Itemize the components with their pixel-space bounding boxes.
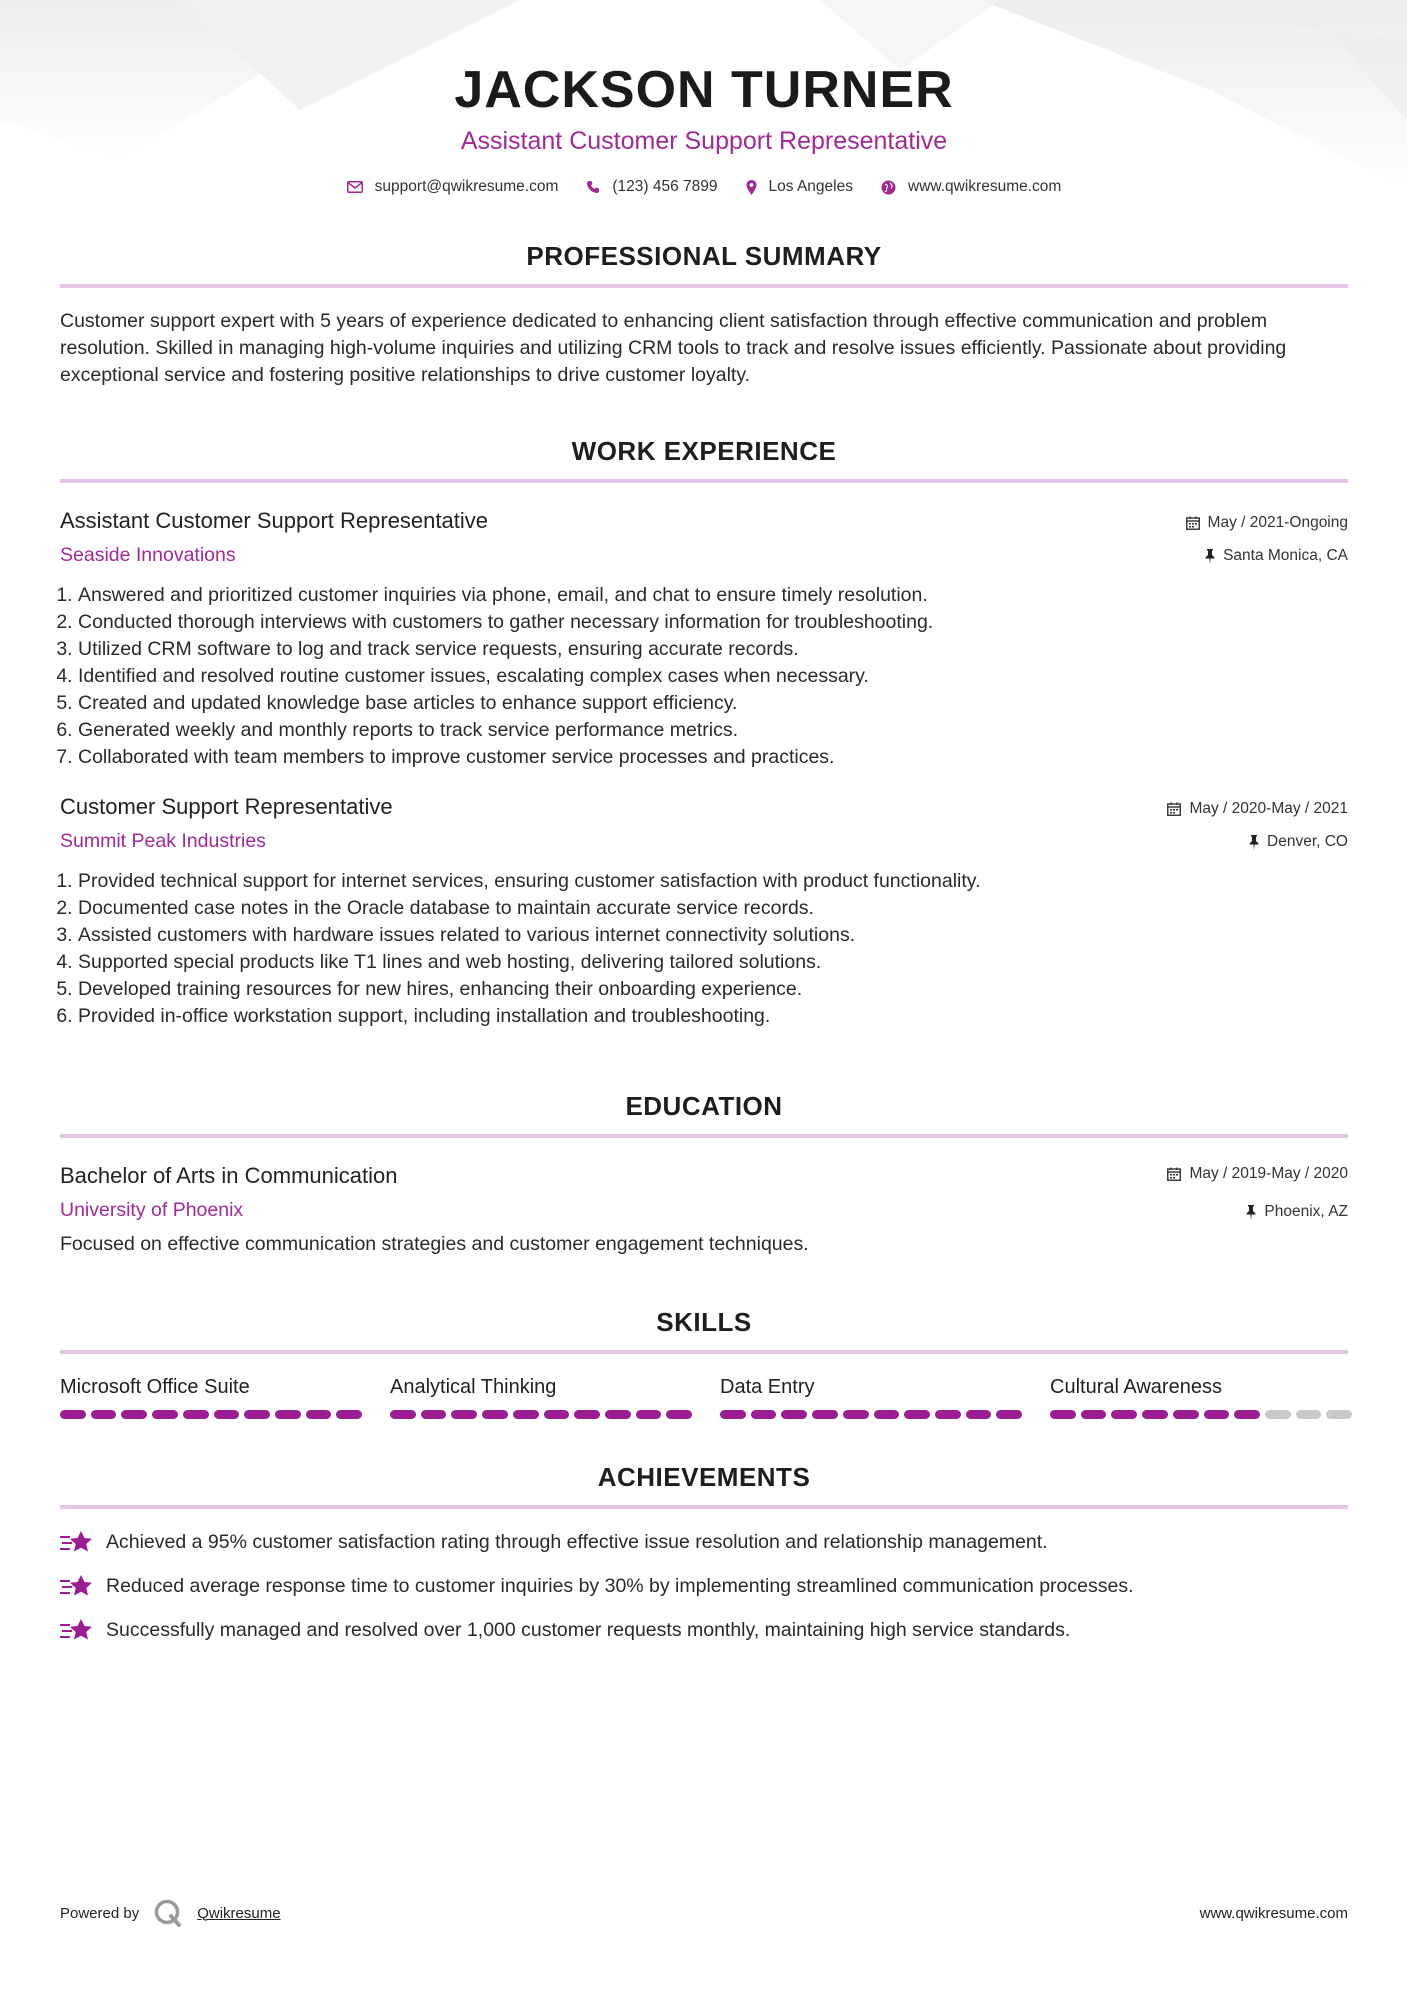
skill-level-filled xyxy=(874,1410,900,1419)
skill-item xyxy=(1050,1374,1352,1419)
job-dates-text: May / 2021-Ongoing xyxy=(1207,514,1348,531)
skill-level-filled xyxy=(91,1410,117,1419)
skill-level-filled xyxy=(666,1410,692,1419)
section-education xyxy=(60,1090,1348,1258)
skill-level-filled xyxy=(152,1410,178,1419)
section-divider xyxy=(60,1350,1348,1354)
shooting-star-icon xyxy=(60,1529,94,1555)
skill-level-filled xyxy=(482,1410,508,1419)
candidate-role: Assistant Customer Support Representative xyxy=(460,127,948,155)
skill-level-filled xyxy=(60,1410,86,1419)
job-duties xyxy=(60,868,1348,1030)
brand-link[interactable]: Qwikresume xyxy=(197,1904,281,1922)
section-title-experience: WORK EXPERIENCE xyxy=(571,436,837,466)
skill-item xyxy=(60,1374,362,1419)
job-title: Assistant Customer Support Representative xyxy=(60,508,488,533)
skill-name: Cultural Awareness xyxy=(1050,1376,1222,1398)
job-entry xyxy=(60,793,1348,1030)
job-location-text: Denver, CO xyxy=(1267,833,1348,850)
job-location xyxy=(1167,832,1348,852)
shooting-star-icon xyxy=(60,1573,94,1599)
powered-by xyxy=(60,1898,281,1928)
skill-level-meter xyxy=(390,1410,692,1419)
job-company: Summit Peak Industries xyxy=(60,830,266,852)
skill-level-filled xyxy=(544,1410,570,1419)
job-title: Customer Support Representative xyxy=(60,794,393,819)
section-divider xyxy=(60,479,1348,483)
job-location-text: Santa Monica, CA xyxy=(1223,547,1348,564)
skill-level-meter xyxy=(1050,1410,1352,1419)
achievements-list xyxy=(60,1529,1348,1643)
list-item: 5. Developed training resources for new hires, enhancing their onboarding experience. xyxy=(78,976,1348,1003)
skill-level-filled xyxy=(1234,1410,1260,1419)
skill-level-filled xyxy=(966,1410,992,1419)
skill-level-filled xyxy=(781,1410,807,1419)
education-dates-text: May / 2019-May / 2020 xyxy=(1189,1165,1348,1182)
list-item: 6. Generated weekly and monthly reports to track service performance metrics. xyxy=(78,717,1348,744)
resume-page xyxy=(60,0,1348,1643)
list-item: 3. Utilized CRM software to log and track service requests, ensuring accurate records. xyxy=(78,636,1348,663)
powered-by-label: Powered by xyxy=(60,1904,140,1922)
list-item: 1. Answered and prioritized customer inquiries via phone, email, and chat to ensure timely resolution. xyxy=(78,582,1348,609)
skill-level-filled xyxy=(183,1410,209,1419)
skill-name: Analytical Thinking xyxy=(390,1376,557,1398)
skill-level-filled xyxy=(574,1410,600,1419)
globe-icon xyxy=(881,180,896,195)
skill-level-empty xyxy=(1265,1410,1291,1419)
degree-title: Bachelor of Arts in Communication xyxy=(60,1163,398,1188)
list-item: 6. Provided in-office workstation support, including installation and troubleshooting. xyxy=(78,1003,1348,1030)
job-company: Seaside Innovations xyxy=(60,544,236,566)
contact-email-text: support@qwikresume.com xyxy=(374,178,559,195)
skill-level-filled xyxy=(812,1410,838,1419)
list-item xyxy=(60,1573,1348,1599)
pushpin-icon xyxy=(1246,1205,1256,1220)
school-name: University of Phoenix xyxy=(60,1199,244,1221)
envelope-icon xyxy=(347,181,363,193)
contact-phone-text: (123) 456 7899 xyxy=(612,178,718,195)
skill-level-filled xyxy=(336,1410,362,1419)
skill-name: Microsoft Office Suite xyxy=(60,1376,250,1398)
skill-level-filled xyxy=(636,1410,662,1419)
list-item: 4. Identified and resolved routine customer issues, escalating complex cases when necessary. xyxy=(78,663,1348,690)
list-item: 2. Documented case notes in the Oracle database to maintain accurate service records. xyxy=(78,895,1348,922)
education-location xyxy=(1167,1202,1348,1222)
section-divider xyxy=(60,1134,1348,1138)
job-duties xyxy=(60,582,1348,771)
skill-level-filled xyxy=(935,1410,961,1419)
skill-level-filled xyxy=(1081,1410,1107,1419)
skill-name: Data Entry xyxy=(720,1376,815,1398)
list-item: 4. Supported special products like T1 lines and web hosting, delivering tailored solutions. xyxy=(78,949,1348,976)
section-title-summary: PROFESSIONAL SUMMARY xyxy=(526,241,882,271)
skill-item xyxy=(390,1374,692,1419)
footer-website[interactable]: www.qwikresume.com xyxy=(1199,1904,1348,1922)
achievement-text: Reduced average response time to customer inquiries by 30% by implementing streamlined communication processes. xyxy=(106,1575,1134,1597)
contact-location xyxy=(746,178,853,196)
list-item: 2. Conducted thorough interviews with customers to gather necessary information for troubleshooting. xyxy=(78,609,1348,636)
skill-level-filled xyxy=(1173,1410,1199,1419)
achievement-text: Achieved a 95% customer satisfaction rating through effective issue resolution and relationship management. xyxy=(106,1531,1048,1553)
skill-level-filled xyxy=(605,1410,631,1419)
skill-level-filled xyxy=(244,1410,270,1419)
contact-bar xyxy=(60,178,1348,196)
section-skills xyxy=(60,1306,1348,1419)
calendar-icon xyxy=(1186,516,1200,530)
section-title-skills: SKILLS xyxy=(656,1307,752,1337)
skill-level-empty xyxy=(1296,1410,1322,1419)
skill-level-filled xyxy=(751,1410,777,1419)
list-item xyxy=(60,1529,1348,1555)
skill-level-filled xyxy=(996,1410,1022,1419)
job-dates xyxy=(1186,513,1348,533)
skill-level-filled xyxy=(1204,1410,1230,1419)
list-item xyxy=(60,1617,1348,1643)
pushpin-icon xyxy=(1205,549,1215,564)
section-divider xyxy=(60,284,1348,288)
skill-level-filled xyxy=(1111,1410,1137,1419)
job-entry xyxy=(60,507,1348,771)
skill-level-filled xyxy=(214,1410,240,1419)
section-title-achievements: ACHIEVEMENTS xyxy=(597,1462,811,1492)
shooting-star-icon xyxy=(60,1617,94,1643)
list-item: 3. Assisted customers with hardware issues related to various internet connectivity solutions. xyxy=(78,922,1348,949)
skill-level-filled xyxy=(904,1410,930,1419)
list-item: 5. Created and updated knowledge base articles to enhance support efficiency. xyxy=(78,690,1348,717)
skills-list xyxy=(60,1374,1348,1419)
list-item: 7. Collaborated with team members to improve customer service processes and practices. xyxy=(78,744,1348,771)
education-entry xyxy=(60,1162,1348,1258)
skill-level-meter xyxy=(720,1410,1022,1419)
skill-level-filled xyxy=(720,1410,746,1419)
skill-level-filled xyxy=(275,1410,301,1419)
contact-email[interactable] xyxy=(347,178,559,196)
candidate-name: JACKSON TURNER xyxy=(454,61,954,119)
job-dates xyxy=(1167,799,1348,819)
education-description: Focused on effective communication strategies and customer engagement techniques. xyxy=(60,1233,809,1255)
skill-level-filled xyxy=(843,1410,869,1419)
skill-level-empty xyxy=(1326,1410,1352,1419)
skill-level-filled xyxy=(1050,1410,1076,1419)
phone-icon xyxy=(586,180,600,194)
calendar-icon xyxy=(1167,802,1181,816)
education-location-text: Phoenix, AZ xyxy=(1264,1203,1348,1220)
job-dates-text: May / 2020-May / 2021 xyxy=(1189,800,1348,817)
skill-level-filled xyxy=(121,1410,147,1419)
skill-level-filled xyxy=(421,1410,447,1419)
achievement-text: Successfully managed and resolved over 1,000 customer requests monthly, maintaining high service standards. xyxy=(106,1619,1071,1641)
skill-level-meter xyxy=(60,1410,362,1419)
skill-item xyxy=(720,1374,1022,1419)
summary-text: Customer support expert with 5 years of experience dedicated to enhancing client satisfaction through effective communication and problem resolution. Skilled in managing high-volume inquiries and utilizing CRM tools to track and resolve issues efficiently. Passionate about providing exceptional service and fostering positive relationships to drive customer loyalty. xyxy=(60,310,1287,386)
contact-website[interactable] xyxy=(881,178,1061,196)
section-experience xyxy=(60,435,1348,1030)
qwikresume-logo-icon xyxy=(153,1898,183,1928)
contact-phone[interactable] xyxy=(586,178,717,196)
skill-level-filled xyxy=(451,1410,477,1419)
skill-level-filled xyxy=(306,1410,332,1419)
contact-website-text: www.qwikresume.com xyxy=(908,178,1062,195)
section-title-education: EDUCATION xyxy=(625,1091,783,1121)
calendar-icon xyxy=(1167,1167,1181,1181)
section-achievements xyxy=(60,1461,1348,1643)
resume-header xyxy=(60,0,1348,196)
education-dates xyxy=(1167,1164,1348,1184)
contact-location-text: Los Angeles xyxy=(768,178,853,195)
list-item: 1. Provided technical support for internet services, ensuring customer satisfaction with product functionality. xyxy=(78,868,1348,895)
job-location xyxy=(1186,546,1348,566)
skill-level-filled xyxy=(1142,1410,1168,1419)
skill-level-filled xyxy=(390,1410,416,1419)
skill-level-filled xyxy=(513,1410,539,1419)
map-pin-icon xyxy=(746,180,757,195)
pushpin-icon xyxy=(1249,835,1259,850)
section-summary xyxy=(60,240,1348,389)
section-divider xyxy=(60,1505,1348,1509)
page-footer xyxy=(60,1898,1348,1928)
